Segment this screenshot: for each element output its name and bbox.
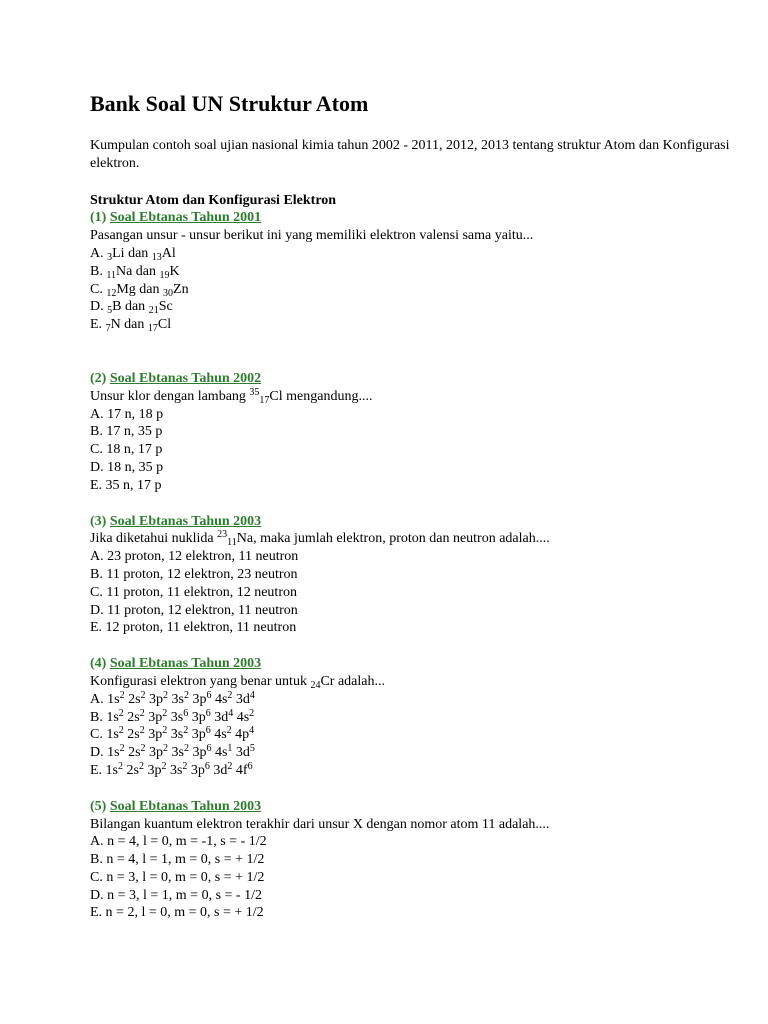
text-run: 4f [232,762,248,778]
answer-option [90,263,730,281]
text-run: 3p [188,727,206,743]
answer-option [90,744,730,762]
answer-option [90,548,730,566]
text-run: 3p [144,727,163,743]
text-run: 3d [232,745,250,761]
text-run: E. 1s [90,762,118,778]
text-run: Unsur klor dengan lambang [90,388,250,404]
text-run: E. [90,317,106,333]
text-run: A. 1s [90,691,120,707]
text-run: 3p [188,745,207,761]
section-heading: Struktur Atom dan Konfigurasi Elektron [90,192,337,208]
superscript: 2 [183,689,189,701]
superscript: 2 [119,743,125,755]
text-run: 4s [211,691,228,707]
text-run: B. [90,263,107,279]
text-run: 2s [123,762,139,778]
text-run: A. 23 proton, 12 elektron, 11 neutron [90,549,299,565]
superscript: 6 [205,707,211,719]
question-5 [90,798,730,923]
question-number: (5) [90,798,110,814]
subscript: 24 [310,679,321,691]
superscript: 2 [227,689,233,701]
question-source-link[interactable]: Soal Ebtanas Tahun 2003 [109,513,262,529]
text-run: Sc [158,299,173,315]
question-stem [90,388,730,406]
question-stem [90,227,730,245]
superscript: 6 [206,689,212,701]
text-run: Cr adalah... [320,673,385,689]
superscript: 2 [162,707,168,719]
superscript: 2 [138,760,144,772]
subscript: 7 [105,323,111,335]
text-run: E. n = 2, l = 0, m = 0, s = + 1/2 [90,905,264,921]
text-run: 4p [231,727,250,743]
superscript: 2 [163,689,169,701]
text-run: 3s [166,762,183,778]
subscript: 5 [107,305,113,317]
subscript: 12 [106,287,117,299]
text-run: C. [90,281,107,297]
superscript: 2 [162,725,168,737]
text-run: D. [90,299,108,315]
subscript: 11 [106,269,116,281]
text-run: 4s [233,709,250,725]
superscript: 2 [249,707,255,719]
text-run: 3p [145,691,164,707]
superscript: 2 [161,760,167,772]
answer-option [90,619,730,637]
superscript: 2 [182,760,188,772]
question-list [90,209,730,922]
text-run: 3p [187,762,205,778]
question-number: (2) [90,370,110,386]
subscript: 11 [227,537,237,549]
question-title [90,209,730,227]
answer-option [90,851,730,869]
superscript: 2 [140,743,146,755]
superscript: 6 [204,760,210,772]
text-run: 3d [232,691,250,707]
answer-option [90,762,730,780]
text-run: C. 18 n, 17 p [90,442,163,458]
subscript: 21 [148,305,159,317]
answer-option [90,298,730,316]
text-run: B. n = 4, l = 1, m = 0, s = + 1/2 [90,852,265,868]
text-run: 3p [144,709,163,725]
text-run: A. [90,245,108,261]
text-run: Pasangan unsur - unsur berikut ini yang memiliki elektron valensi sama yaitu... [90,228,534,244]
superscript: 2 [139,707,145,719]
question-number: (4) [90,656,110,672]
question-spacer [90,495,730,513]
text-run: D. 1s [90,745,120,761]
text-run: B. 1s [90,709,119,725]
text-run: Na, maka jumlah elektron, proton dan neutron adalah.... [236,531,550,547]
text-run: 3p [143,762,162,778]
text-run: Na dan [115,263,160,279]
superscript: 2 [118,760,123,772]
text-run: 2s [123,727,140,743]
page-title: Bank Soal UN Struktur Atom [90,91,369,116]
text-run: B. 17 n, 35 p [90,424,163,440]
question-stem [90,816,730,834]
question-title [90,798,730,816]
superscript: 6 [247,760,253,772]
superscript: 5 [249,743,255,755]
superscript: 2 [139,725,145,737]
question-4 [90,655,730,780]
superscript: 35 [249,386,260,398]
subscript: 3 [107,251,113,263]
answer-option [90,869,730,887]
subscript: 17 [259,394,270,406]
question-number: (1) [90,210,110,226]
text-run: B. 11 proton, 12 elektron, 23 neutron [90,566,298,582]
superscript: 6 [183,707,189,719]
answer-option [90,441,730,459]
text-run: E. 12 proton, 11 elektron, 11 neutron [90,620,297,636]
text-run: D. 18 n, 35 p [90,459,164,475]
answer-option [90,245,730,263]
text-run: 3s [168,745,184,761]
answer-option [90,316,730,334]
answer-option [90,833,730,851]
question-spacer [90,334,730,370]
text-run: D. n = 3, l = 1, m = 0, s = - 1/2 [90,887,262,903]
superscript: 2 [183,743,189,755]
text-run: C. 1s [90,727,119,743]
text-run: Jika diketahui nuklida [90,531,218,547]
text-run: Bilangan kuantum elektron terakhir dari unsur X dengan nomor atom 11 adalah.... [90,816,550,832]
subscript: 19 [159,269,170,281]
question-title [90,513,730,531]
question-source-link[interactable]: Soal Ebtanas Tahun 2003 [109,798,262,814]
text-run: 2s [124,691,141,707]
text-run: 3s [167,709,184,725]
answer-option [90,477,730,495]
text-run: B dan [112,299,149,315]
text-run: Zn [173,281,189,297]
text-run: A. n = 4, l = 0, m = -1, s = - 1/2 [90,834,267,850]
text-run: Mg dan [116,281,164,297]
subscript: 17 [147,323,158,335]
text-run: Cl mengandung.... [269,388,373,404]
question-2 [90,370,730,495]
question-spacer [90,637,730,655]
text-run: 3d [210,709,229,725]
question-number: (3) [90,513,110,529]
superscript: 2 [163,743,169,755]
question-stem [90,530,730,548]
question-title [90,370,730,388]
answer-option [90,281,730,299]
question-source-link[interactable]: Soal Ebtanas Tahun 2002 [109,370,262,386]
text-run: Cl [157,317,172,333]
answer-option [90,709,730,727]
answer-option [90,887,730,905]
superscript: 2 [119,689,125,701]
answer-option [90,726,730,744]
text-run: N dan [110,317,148,333]
answer-option [90,566,730,584]
text-run: Li dan [112,245,152,261]
superscript: 2 [118,725,124,737]
answer-option [90,904,730,922]
text-run: K [169,263,180,279]
answer-option [90,691,730,709]
subscript: 30 [163,287,174,299]
superscript: 6 [205,725,211,737]
superscript: 2 [227,760,233,772]
superscript: 6 [206,743,212,755]
text-run: E. 35 n, 17 p [90,477,162,493]
superscript: 1 [227,743,233,755]
text-run: 3s [167,727,184,743]
question-1 [90,209,730,334]
superscript: 2 [226,725,232,737]
text-run: 4s [210,727,227,743]
superscript: 4 [249,689,255,701]
answer-option [90,459,730,477]
text-run: C. 11 proton, 11 elektron, 12 neutron [90,584,297,600]
superscript: 4 [228,707,234,719]
intro-paragraph: Kumpulan contoh soal ujian nasional kimia tahun 2002 - 2011, 2012, 2013 tentang struktur Atom dan Konfigurasi elektron. [90,138,730,171]
question-stem [90,673,730,691]
text-run: Konfigurasi elektron yang benar untuk [90,673,311,689]
text-run: 3p [188,709,206,725]
text-run: D. 11 proton, 12 elektron, 11 neutron [90,602,298,618]
superscript: 2 [118,707,124,719]
document-page [90,90,730,922]
question-title [90,655,730,673]
superscript: 2 [183,725,189,737]
answer-option [90,406,730,424]
question-source-link[interactable]: Soal Ebtanas Tahun 2001 [109,210,262,226]
text-run: 3p [188,691,207,707]
text-run: 2s [124,745,141,761]
superscript: 23 [217,529,228,541]
text-run: 3d [209,762,228,778]
answer-option [90,584,730,602]
question-source-link[interactable]: Soal Ebtanas Tahun 2003 [109,656,262,672]
text-run: Al [161,245,176,261]
question-spacer [90,780,730,798]
text-run: 3p [145,745,164,761]
text-run: C. n = 3, l = 0, m = 0, s = + 1/2 [90,869,265,885]
question-3 [90,513,730,638]
answer-option [90,423,730,441]
subscript: 13 [151,251,162,263]
answer-option [90,602,730,620]
superscript: 2 [140,689,146,701]
text-run: 3s [168,691,184,707]
text-run: 2s [123,709,140,725]
superscript: 4 [249,725,255,737]
text-run: 4s [211,745,228,761]
text-run: A. 17 n, 18 p [90,406,164,422]
